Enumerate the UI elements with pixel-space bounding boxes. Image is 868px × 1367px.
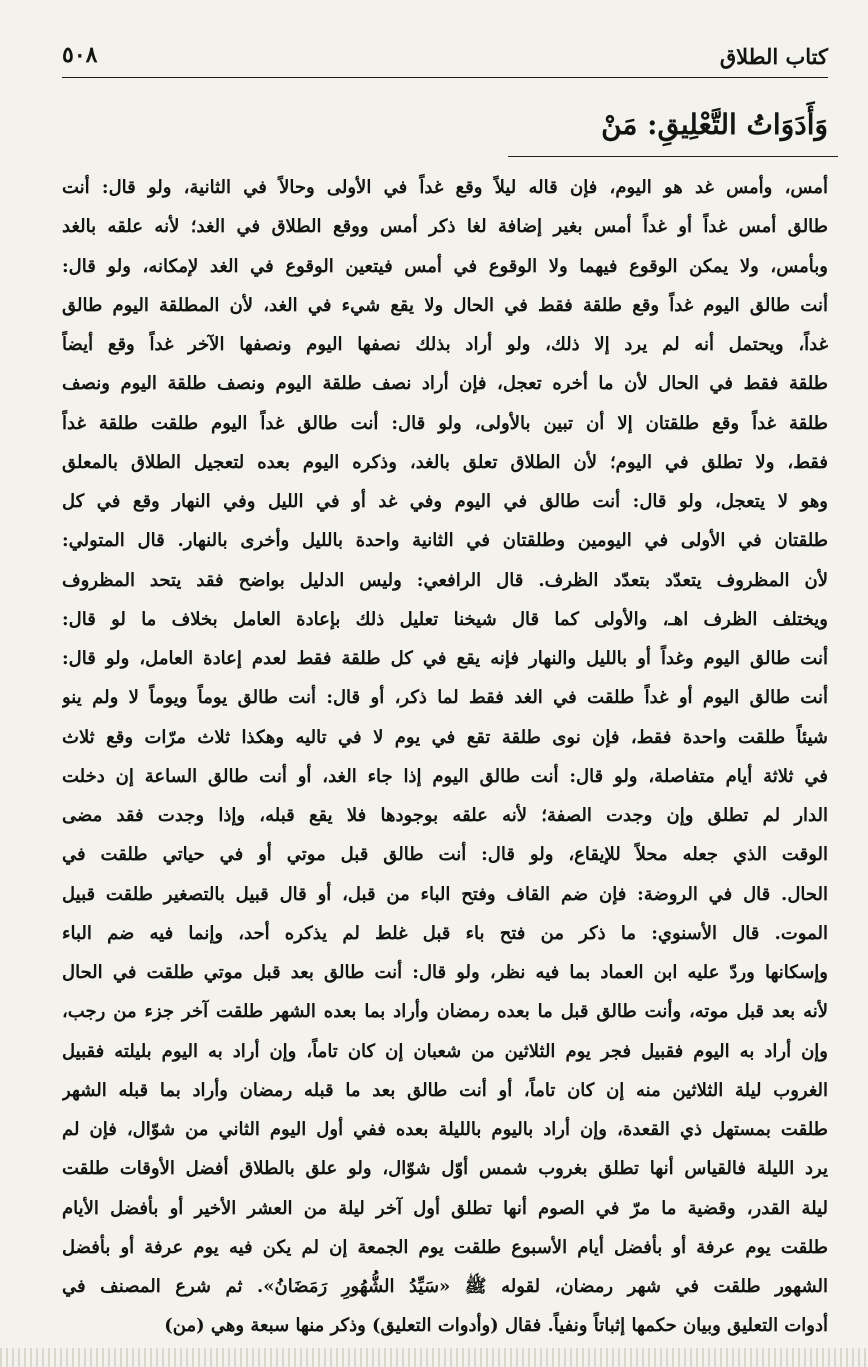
text-line: طلقت يوم عرفة أو بأفضل أيام الأسبوع طلقت يوم الجمعة إن لم يكن فيه يوم عرفة أو بأفضل xyxy=(62,1236,828,1258)
text-line: غداً، ويحتمل أنه لم يرد إلا ذلك، ولو أراد بذلك نصفها اليوم ونصفها الآخر غداً وقع أيضاً xyxy=(62,334,828,355)
text-line: فقط، ولا تطلق في اليوم؛ لأن الطلاق تعلق بالغد، وذكره اليوم بعده لتعجيل الطلاق بالمعلق xyxy=(62,451,828,473)
matn-rule xyxy=(508,156,838,157)
text-line: الحال. قال في الروضة: فإن ضم القاف وفتح الباء من قبل، أو قال قبيل بالتصغير طلقت قبيل xyxy=(62,883,828,905)
text-line: الموت. قال الأسنوي: ما ذكر من فتح باء قبل غلط لم يذكره أحد، وإنما فيه ضم الباء xyxy=(62,922,828,944)
text-line: أنت طالق اليوم وغداً أو بالليل والنهار فإنه يقع في كل طلقة فقط لعدم إعادة العامل، ولو قال: xyxy=(62,648,828,669)
text-line: لأن المظروف يتعدّد بتعدّد الظرف. قال الرافعي: وليس الدليل بواضح فقد يتحد المظروف xyxy=(62,569,828,591)
text-line: لأنه بعد قبل موته، وأنت طالق قبل ما بعده رمضان وأراد بما بعده الشهر طلقت آخر جزء من رجب، xyxy=(62,1001,828,1023)
text-line: الدار لم تطلق وإن وجدت الصفة؛ لأنه علقه بوجودها فلا يقع قبله، وإذا وجدت فقد مضى xyxy=(62,805,828,826)
text-line: ويختلف الظرف اهـ، والأولى كما قال شيخنا تعليل ذلك بإعادة العامل بخلاف ما لو قال: xyxy=(62,608,828,630)
text-line: طالق أمس غداً أو غداً أمس بغير إضافة لغا ذكر أمس ووقع الطلاق في الغد؛ لأنه علقه بالغد xyxy=(62,216,828,238)
text-line: طلقت بمستهل ذي القعدة، وإن أراد باليوم بالليلة بعده ففي أول اليوم الثاني من شوّال، فإن لم xyxy=(62,1119,828,1140)
text-line: ليلة القدر، وقضية ما مرّ في الصوم أنها تطلق أول آخر ليلة من العشر الأخير أو بأفضل الأيام xyxy=(62,1197,828,1219)
running-title: كتاب الطلاق xyxy=(719,44,828,69)
text-line: أدوات التعليق وبيان حكمها إثباتاً ونفياً. فقال (وأدوات التعليق) وذكر منها سبعة وهي (من) xyxy=(164,1315,828,1337)
page-number: ٥٠٨ xyxy=(62,42,98,68)
text-line: وبأمس، ولا يمكن الوقوع فيهما ولا الوقوع في أمس فيتعين الوقوع في الغد لإمكانه، ولو قال: xyxy=(62,255,828,277)
text-line: طلقة فقط في الحال لأن ما أخره تعجل، فإن أراد نصف طلقة اليوم ونصف طلقة اليوم ونصف xyxy=(62,373,828,395)
text-line: أمس، وأمس غد هو اليوم، فإن قاله ليلاً وقع غداً في الأولى وحالاً في الثانية، ولو قال: أنت xyxy=(62,177,828,198)
text-line: وإن أراد به اليوم فقبيل فجر يوم الثلاثين من شعبان إن كان تاماً، وإن أراد به اليوم بليلته فقبيل xyxy=(62,1040,828,1062)
commentary-text xyxy=(62,168,828,1346)
text-line: أنت طالق اليوم غداً وقع طلقة فقط في الحال ولا يقع شيء في الغد، لأن المطلقة اليوم طالق xyxy=(62,294,828,316)
scan-border xyxy=(0,1348,868,1367)
page-header xyxy=(62,40,828,74)
text-line: أنت طالق اليوم أو غداً طلقت في الغد فقط لما ذكر، أو قال: أنت طالق يوماً ويوماً لا ولم ينو xyxy=(62,687,828,709)
text-line: في ثلاثة أيام متفاصلة، ولو قال: أنت طالق اليوم إذا جاء الغد، أو أنت طالق الساعة إن دخلت xyxy=(62,765,828,787)
text-line: الغروب ليلة الثلاثين منه إن كان تاماً، أو أنت طالق بعد ما قبله رمضان وأراد بما قبله الشهر xyxy=(62,1079,828,1101)
text-line: طلقتان في الأولى في اليومين وطلقتان في الثانية واحدة بالليل وأخرى بالنهار. قال المتولي: xyxy=(62,530,828,552)
text-line: وهو لا يتعجل، ولو قال: أنت طالق في اليوم وفي غد أو في الليل وفي النهار وقع في كل xyxy=(62,491,828,512)
text-line: طلقة غداً وقع طلقتان إلا أن تبين بالأولى، ولو قال: أنت طالق غداً اليوم طلقت طلقة غداً xyxy=(62,412,828,434)
text-line: يرد الليلة فالقياس أنها تطلق بغروب شمس أوّل شوّال، ولو علق بالطلاق أفضل الأوقات طلقت xyxy=(62,1158,828,1180)
header-rule xyxy=(62,77,828,78)
text-line: الشهور طلقت في شهر رمضان، لقوله ﷺ «سَيِّدُ الشُّهُورِ رَمَضَانُ». ثم شرع المصنف في xyxy=(62,1276,828,1297)
text-line: شيئاً طلقت واحدة فقط، فإن نوى طلقة تقع في يوم لا في تاليه وهكذا ثلاث مرّات وقع ثلاث xyxy=(62,726,828,748)
text-line: الوقت الذي جعله محلاً للإيقاع، ولو قال: أنت طالق قبل موتي أو في حياتي طلقت في xyxy=(62,844,828,866)
matn-heading: وَأَدَوَاتُ التَّعْلِيقِ: مَنْ xyxy=(601,108,828,141)
text-line: وإسكانها وردّ عليه ابن العماد بما فيه نظر، ولو قال: أنت طالق بعد قبل موتي طلقت في الحال xyxy=(62,962,828,983)
